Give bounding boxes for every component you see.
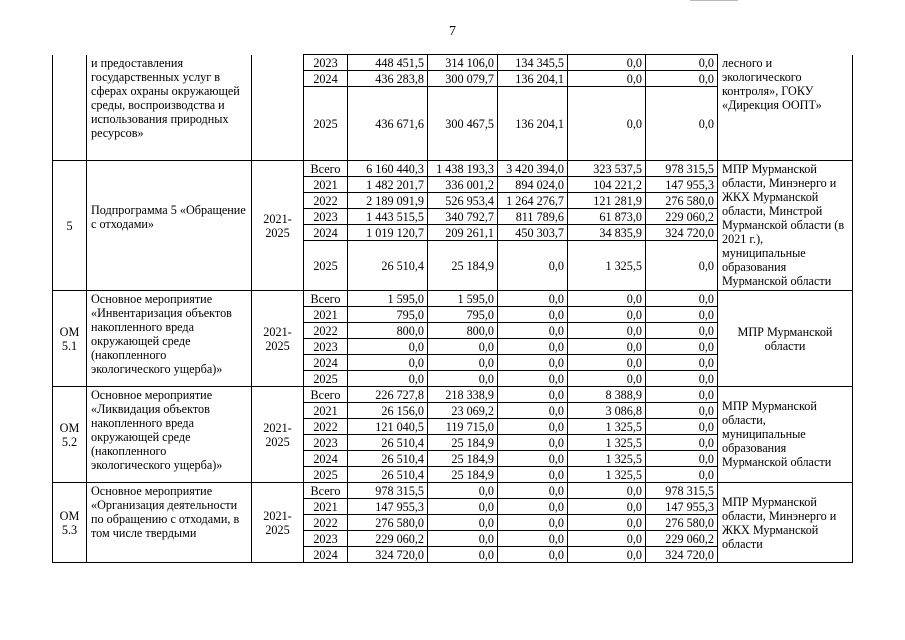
table-body [53,55,853,563]
local-budget-cell: 0,0 [568,499,646,515]
federal-budget-cell: 3 420 394,0 [498,161,568,177]
total-cell: 1 595,0 [348,291,428,307]
regional-budget-cell: 25 184,9 [428,451,498,467]
other-sources-cell: 0,0 [646,291,718,307]
local-budget-cell: 0,0 [568,323,646,339]
year-cell: 2025 [304,87,348,161]
executor-cell: МПР Мурманской области, Минэнерго и ЖКХ Мурманской области [718,483,853,563]
other-sources-cell: 0,0 [646,355,718,371]
year-cell: 2021 [304,307,348,323]
year-cell: Всего [304,161,348,177]
federal-budget-cell: 0,0 [498,499,568,515]
local-budget-cell: 0,0 [568,291,646,307]
year-cell: 2023 [304,55,348,71]
year-cell: 2022 [304,419,348,435]
year-cell: 2024 [304,225,348,241]
other-sources-cell: 324 720,0 [646,547,718,563]
table-row [53,387,853,403]
federal-budget-cell: 0,0 [498,467,568,483]
federal-budget-cell: 0,0 [498,531,568,547]
federal-budget-cell: 811 789,6 [498,209,568,225]
regional-budget-cell: 526 953,4 [428,193,498,209]
period-cell: 2021-2025 [252,161,304,291]
year-cell: 2024 [304,547,348,563]
other-sources-cell: 0,0 [646,307,718,323]
total-cell: 436 671,6 [348,87,428,161]
federal-budget-cell: 0,0 [498,371,568,387]
regional-budget-cell: 300 467,5 [428,87,498,161]
regional-budget-cell: 25 184,9 [428,467,498,483]
regional-budget-cell: 314 106,0 [428,55,498,71]
regional-budget-cell: 0,0 [428,371,498,387]
local-budget-cell: 0,0 [568,483,646,499]
total-cell: 26 510,4 [348,467,428,483]
local-budget-cell: 0,0 [568,371,646,387]
executor-cell: лесного и экологического контроля», ГОКУ «Дирекция ООПТ» [718,55,853,161]
other-sources-cell: 0,0 [646,323,718,339]
row-number-cell: ОМ 5.2 [53,387,87,483]
program-name-cell: Основное мероприятие «Ликвидация объектов накопленного вреда окружающей среде (накопленного экологического ущерба)» [87,387,252,483]
table-row [53,291,853,307]
row-number-cell: ОМ 5.3 [53,483,87,563]
total-cell: 121 040,5 [348,419,428,435]
local-budget-cell: 0,0 [568,71,646,87]
other-sources-cell: 0,0 [646,387,718,403]
other-sources-cell: 0,0 [646,371,718,387]
local-budget-cell: 104 221,2 [568,177,646,193]
regional-budget-cell: 119 715,0 [428,419,498,435]
table-row [53,483,853,499]
local-budget-cell: 8 388,9 [568,387,646,403]
row-number-cell: ОМ 5.1 [53,291,87,387]
regional-budget-cell: 23 069,2 [428,403,498,419]
other-sources-cell: 229 060,2 [646,209,718,225]
year-cell: 2022 [304,323,348,339]
program-name-cell: Основное мероприятие «Инвентаризация объектов накопленного вреда окружающей среде (накопленного экологического ущерба)» [87,291,252,387]
regional-budget-cell: 1 595,0 [428,291,498,307]
federal-budget-cell: 0,0 [498,419,568,435]
federal-budget-cell: 0,0 [498,483,568,499]
total-cell: 448 451,5 [348,55,428,71]
federal-budget-cell: 0,0 [498,435,568,451]
year-cell: 2021 [304,403,348,419]
total-cell: 0,0 [348,355,428,371]
regional-budget-cell: 800,0 [428,323,498,339]
year-cell: 2022 [304,193,348,209]
total-cell: 6 160 440,3 [348,161,428,177]
scan-corner-mark [690,0,738,1]
regional-budget-cell: 0,0 [428,339,498,355]
row-number-cell: 5 [53,161,87,291]
local-budget-cell: 1 325,5 [568,451,646,467]
other-sources-cell: 0,0 [646,339,718,355]
executor-cell: МПР Мурманской области, Минэнерго и ЖКХ Мурманской области, Минстрой Мурманской области (в 2021 г.), муниципальные образования Мурманской области [718,161,853,291]
other-sources-cell: 0,0 [646,451,718,467]
regional-budget-cell: 340 792,7 [428,209,498,225]
total-cell: 0,0 [348,339,428,355]
other-sources-cell: 0,0 [646,467,718,483]
total-cell: 795,0 [348,307,428,323]
local-budget-cell: 323 537,5 [568,161,646,177]
other-sources-cell: 276 580,0 [646,193,718,209]
table-row [53,161,853,177]
other-sources-cell: 0,0 [646,71,718,87]
total-cell: 26 510,4 [348,435,428,451]
table-row [53,55,853,71]
local-budget-cell: 0,0 [568,307,646,323]
year-cell: Всего [304,387,348,403]
program-name-cell: Основное мероприятие «Организация деятельности по обращению с отходами, в том числе твердыми [87,483,252,563]
other-sources-cell: 324 720,0 [646,225,718,241]
period-cell: 2021-2025 [252,483,304,563]
total-cell: 324 720,0 [348,547,428,563]
federal-budget-cell: 0,0 [498,339,568,355]
year-cell: 2022 [304,515,348,531]
year-cell: 2025 [304,467,348,483]
other-sources-cell: 0,0 [646,87,718,161]
federal-budget-cell: 0,0 [498,387,568,403]
other-sources-cell: 147 955,3 [646,499,718,515]
year-cell: 2025 [304,371,348,387]
local-budget-cell: 0,0 [568,55,646,71]
total-cell: 26 510,4 [348,451,428,467]
other-sources-cell: 276 580,0 [646,515,718,531]
year-cell: 2021 [304,499,348,515]
year-cell: 2023 [304,339,348,355]
local-budget-cell: 0,0 [568,531,646,547]
other-sources-cell: 978 315,5 [646,161,718,177]
other-sources-cell: 147 955,3 [646,177,718,193]
regional-budget-cell: 336 001,2 [428,177,498,193]
local-budget-cell: 1 325,5 [568,467,646,483]
federal-budget-cell: 0,0 [498,515,568,531]
program-name-cell: и предоставления государственных услуг в сферах охраны окружающей среды, воспроизводства и использования природных ресурсов» [87,55,252,161]
total-cell: 1 482 201,7 [348,177,428,193]
local-budget-cell: 0,0 [568,339,646,355]
federal-budget-cell: 1 264 276,7 [498,193,568,209]
local-budget-cell: 3 086,8 [568,403,646,419]
year-cell: 2024 [304,71,348,87]
regional-budget-cell: 795,0 [428,307,498,323]
total-cell: 2 189 091,9 [348,193,428,209]
local-budget-cell: 0,0 [568,547,646,563]
regional-budget-cell: 0,0 [428,483,498,499]
year-cell: 2023 [304,209,348,225]
page-number: 7 [449,24,456,39]
total-cell: 436 283,8 [348,71,428,87]
local-budget-cell: 61 873,0 [568,209,646,225]
local-budget-cell: 1 325,5 [568,435,646,451]
federal-budget-cell: 0,0 [498,241,568,291]
other-sources-cell: 978 315,5 [646,483,718,499]
federal-budget-cell: 136 204,1 [498,87,568,161]
executor-cell: МПР Мурманской области [718,291,853,387]
federal-budget-cell: 134 345,5 [498,55,568,71]
federal-budget-cell: 0,0 [498,547,568,563]
other-sources-cell: 0,0 [646,55,718,71]
local-budget-cell: 34 835,9 [568,225,646,241]
local-budget-cell: 0,0 [568,515,646,531]
period-cell [252,55,304,161]
total-cell: 1 443 515,5 [348,209,428,225]
total-cell: 276 580,0 [348,515,428,531]
year-cell: Всего [304,483,348,499]
other-sources-cell: 0,0 [646,403,718,419]
executor-cell: МПР Мурманской области, муниципальные образования Мурманской области [718,387,853,483]
total-cell: 226 727,8 [348,387,428,403]
other-sources-cell: 0,0 [646,419,718,435]
regional-budget-cell: 1 438 193,3 [428,161,498,177]
total-cell: 147 955,3 [348,499,428,515]
federal-budget-cell: 894 024,0 [498,177,568,193]
regional-budget-cell: 25 184,9 [428,435,498,451]
period-cell: 2021-2025 [252,387,304,483]
budget-table [52,54,853,563]
federal-budget-cell: 0,0 [498,323,568,339]
local-budget-cell: 1 325,5 [568,419,646,435]
federal-budget-cell: 0,0 [498,355,568,371]
year-cell: 2024 [304,451,348,467]
total-cell: 26 156,0 [348,403,428,419]
total-cell: 1 019 120,7 [348,225,428,241]
local-budget-cell: 121 281,9 [568,193,646,209]
total-cell: 0,0 [348,371,428,387]
regional-budget-cell: 300 079,7 [428,71,498,87]
other-sources-cell: 0,0 [646,241,718,291]
total-cell: 229 060,2 [348,531,428,547]
year-cell: Всего [304,291,348,307]
row-number-cell [53,55,87,161]
local-budget-cell: 0,0 [568,87,646,161]
regional-budget-cell: 0,0 [428,355,498,371]
year-cell: 2021 [304,177,348,193]
other-sources-cell: 229 060,2 [646,531,718,547]
total-cell: 26 510,4 [348,241,428,291]
federal-budget-cell: 0,0 [498,291,568,307]
federal-budget-cell: 136 204,1 [498,71,568,87]
year-cell: 2025 [304,241,348,291]
regional-budget-cell: 0,0 [428,499,498,515]
local-budget-cell: 0,0 [568,355,646,371]
other-sources-cell: 0,0 [646,435,718,451]
federal-budget-cell: 0,0 [498,307,568,323]
program-name-cell: Подпрограмма 5 «Обращение с отходами» [87,161,252,291]
regional-budget-cell: 0,0 [428,531,498,547]
total-cell: 978 315,5 [348,483,428,499]
local-budget-cell: 1 325,5 [568,241,646,291]
regional-budget-cell: 0,0 [428,515,498,531]
federal-budget-cell: 0,0 [498,403,568,419]
year-cell: 2024 [304,355,348,371]
total-cell: 800,0 [348,323,428,339]
period-cell: 2021-2025 [252,291,304,387]
regional-budget-cell: 209 261,1 [428,225,498,241]
year-cell: 2023 [304,435,348,451]
regional-budget-cell: 0,0 [428,547,498,563]
federal-budget-cell: 0,0 [498,451,568,467]
year-cell: 2023 [304,531,348,547]
regional-budget-cell: 218 338,9 [428,387,498,403]
regional-budget-cell: 25 184,9 [428,241,498,291]
federal-budget-cell: 450 303,7 [498,225,568,241]
